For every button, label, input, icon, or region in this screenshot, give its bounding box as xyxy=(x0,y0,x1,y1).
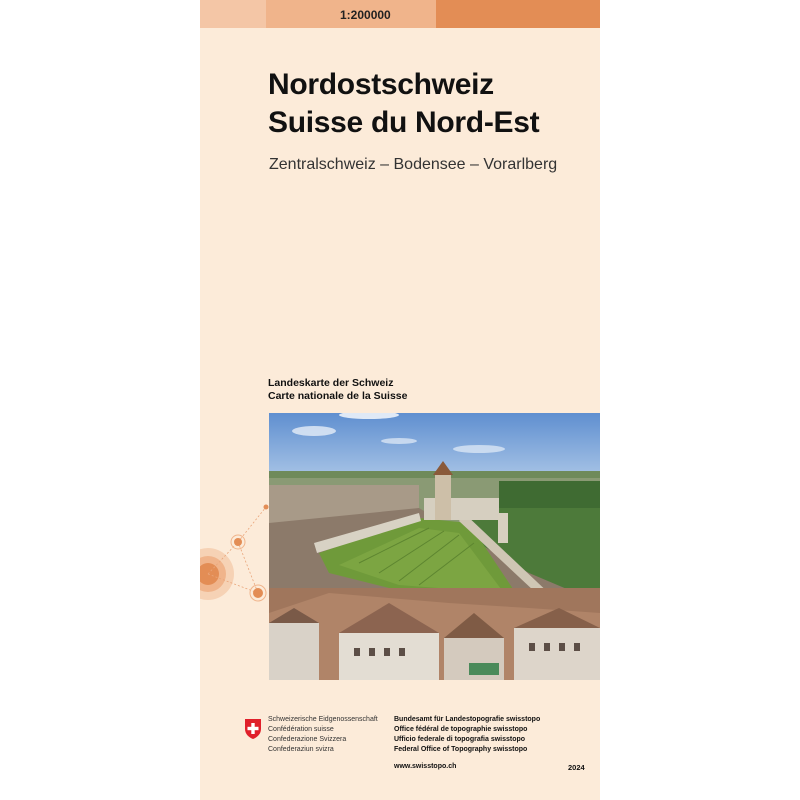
series-german: Landeskarte der Schweiz xyxy=(268,377,394,389)
decorative-dots-graphic xyxy=(200,495,270,615)
aerial-photo-schaffhausen-munot xyxy=(269,413,600,680)
office-name-it: Ufficio federale di topografia swisstopo xyxy=(394,736,526,743)
federation-name-de: Schweizerische Eidgenossenschaft xyxy=(268,716,378,723)
deco-dot xyxy=(253,588,263,598)
map-number-band xyxy=(200,0,266,28)
title-german: Nordostschweiz xyxy=(268,68,494,101)
deco-dot xyxy=(234,538,242,546)
swiss-cross-shield-icon xyxy=(244,718,262,740)
scale-band xyxy=(266,0,436,28)
accent-band xyxy=(436,0,600,28)
cover-photo xyxy=(269,413,600,680)
federation-name-it: Confederazione Svizzera xyxy=(268,736,347,743)
region-subtitle: Zentralschweiz – Bodensee – Vorarlberg xyxy=(269,156,558,173)
cover-top-band xyxy=(200,0,600,28)
edition-year: 2024 xyxy=(568,763,585,772)
series-french: Carte nationale de la Suisse xyxy=(268,390,408,402)
title-french: Suisse du Nord-Est xyxy=(268,106,540,139)
website-link[interactable]: www.swisstopo.ch xyxy=(394,763,457,770)
map-cover xyxy=(200,0,600,800)
federation-name-rm: Confederaziun svizra xyxy=(268,746,334,753)
office-name-de: Bundesamt für Landestopografie swisstopo xyxy=(394,716,541,723)
deco-dot xyxy=(264,505,269,510)
federation-name-fr: Confédération suisse xyxy=(268,726,334,733)
office-name-fr: Office fédéral de topographie swisstopo xyxy=(394,726,528,733)
map-scale: 1:200000 xyxy=(340,8,391,22)
office-name-en: Federal Office of Topography swisstopo xyxy=(394,746,528,753)
